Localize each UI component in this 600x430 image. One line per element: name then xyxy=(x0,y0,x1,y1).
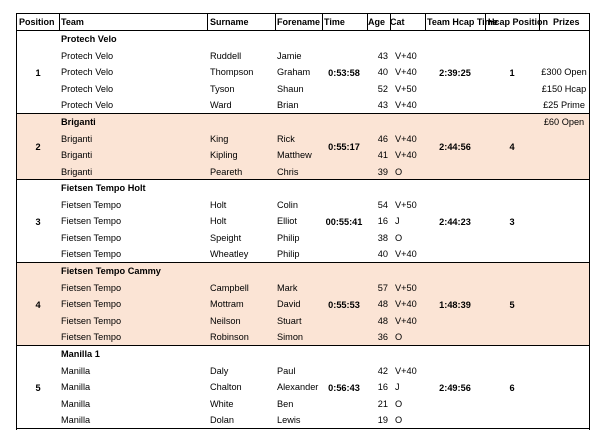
rider-forename: Colin xyxy=(277,199,298,210)
rider-surname: Holt xyxy=(210,199,227,210)
rider-cat: J xyxy=(395,382,400,393)
rider-surname: Campbell xyxy=(210,282,249,293)
team-group xyxy=(17,31,589,114)
rider-forename: Rick xyxy=(277,133,295,144)
rider-cat: O xyxy=(395,415,403,426)
prize: £150 Hcap xyxy=(541,83,587,94)
rider-team: Fietsen Tempo xyxy=(61,315,122,326)
rider-team: Protech Velo xyxy=(61,50,114,61)
rider-surname: Daly xyxy=(210,365,229,376)
team-group xyxy=(17,263,589,346)
team-time: 0:55:53 xyxy=(328,299,360,310)
rider-age: 41 xyxy=(377,150,388,161)
rider-team: Briganti xyxy=(61,133,93,144)
rider-age: 19 xyxy=(377,415,388,426)
team-time: 0:53:58 xyxy=(328,67,360,78)
rider-forename: Mark xyxy=(277,282,298,293)
rider-surname: Chalton xyxy=(210,382,242,393)
position: 1 xyxy=(35,67,41,78)
rider-forename: Graham xyxy=(277,67,311,78)
rider-cat: J xyxy=(395,216,400,227)
column-divider xyxy=(322,14,323,31)
rider-surname: Dolan xyxy=(210,415,235,426)
rider-cat: V+40 xyxy=(395,315,417,326)
rider-age: 43 xyxy=(377,100,388,111)
rider-forename: Matthew xyxy=(277,150,312,161)
rider-surname: Kipling xyxy=(210,150,238,161)
rider-team: Fietsen Tempo xyxy=(61,249,122,260)
rider-forename: Shaun xyxy=(277,83,304,94)
column-divider xyxy=(485,14,486,31)
rider-cat: O xyxy=(395,332,403,343)
column-divider xyxy=(59,14,60,31)
rider-forename: Philip xyxy=(277,249,300,260)
rider-age: 42 xyxy=(377,365,388,376)
rider-cat: V+40 xyxy=(395,150,417,161)
rider-surname: White xyxy=(210,398,234,409)
column-divider xyxy=(539,14,540,31)
position: 4 xyxy=(35,299,41,310)
rider-surname: Robinson xyxy=(210,332,249,343)
rider-forename: Jamie xyxy=(277,50,302,61)
table-header xyxy=(17,14,589,31)
header-hcap-position: Hcap Position xyxy=(488,17,549,27)
column-divider xyxy=(367,14,368,31)
rider-age: 36 xyxy=(377,332,388,343)
team-name: Fietsen Tempo Holt xyxy=(61,183,146,193)
header-surname: Surname xyxy=(210,17,249,27)
rider-age: 16 xyxy=(377,216,388,227)
rider-team: Fietsen Tempo xyxy=(61,282,122,293)
rider-age: 48 xyxy=(377,299,388,310)
hcap-position: 5 xyxy=(509,299,515,310)
team-time: 00:55:41 xyxy=(325,216,363,227)
team-group xyxy=(17,180,589,263)
rider-team: Fietsen Tempo xyxy=(61,216,122,227)
rider-age: 48 xyxy=(377,315,388,326)
rider-surname: Peareth xyxy=(210,166,243,177)
rider-team: Manilla xyxy=(61,365,91,376)
rider-forename: Alexander xyxy=(277,382,319,393)
rider-age: 21 xyxy=(377,398,388,409)
column-divider xyxy=(425,14,426,31)
rider-cat: V+40 xyxy=(395,133,417,144)
rider-forename: Stuart xyxy=(277,315,302,326)
rider-age: 39 xyxy=(377,166,388,177)
prize: £60 Open xyxy=(543,117,585,127)
rider-age: 38 xyxy=(377,232,388,243)
team-time: 0:56:43 xyxy=(328,382,360,393)
header-prizes: Prizes xyxy=(553,17,580,27)
rider-surname: Tyson xyxy=(210,83,235,94)
rider-forename: Chris xyxy=(277,166,299,177)
rider-cat: V+40 xyxy=(395,299,417,310)
header-cat: Cat xyxy=(390,17,405,27)
rider-surname: Thompson xyxy=(210,67,254,78)
team-name: Fietsen Tempo Cammy xyxy=(61,266,161,276)
rider-team: Manilla xyxy=(61,415,91,426)
rider-cat: V+50 xyxy=(395,282,417,293)
rider-cat: V+50 xyxy=(395,199,417,210)
rider-forename: Brian xyxy=(277,100,299,111)
rider-age: 16 xyxy=(377,382,388,393)
rider-cat: O xyxy=(395,398,403,409)
team-hcap-time: 1:48:39 xyxy=(439,299,471,310)
header-age: Age xyxy=(368,17,386,27)
rider-cat: V+40 xyxy=(395,249,417,260)
rider-age: 54 xyxy=(377,199,388,210)
rider-forename: Ben xyxy=(277,398,294,409)
rider-surname: Ruddell xyxy=(210,50,242,61)
hcap-position: 3 xyxy=(509,216,515,227)
column-divider xyxy=(390,14,391,31)
rider-surname: Speight xyxy=(210,232,242,243)
team-hcap-time: 2:39:25 xyxy=(439,67,471,78)
rider-forename: Lewis xyxy=(277,415,301,426)
rider-team: Protech Velo xyxy=(61,83,114,94)
prize: £300 Open xyxy=(541,67,587,78)
header-time: Time xyxy=(324,17,345,27)
position: 5 xyxy=(35,382,41,393)
position: 3 xyxy=(35,216,41,227)
rider-age: 43 xyxy=(377,50,388,61)
rider-team: Fietsen Tempo xyxy=(61,232,122,243)
rider-cat: V+40 xyxy=(395,67,417,78)
rider-age: 40 xyxy=(377,67,388,78)
rider-forename: Simon xyxy=(277,332,304,343)
header-position: Position xyxy=(19,17,55,27)
header-team: Team xyxy=(61,17,84,27)
rider-cat: V+50 xyxy=(395,83,417,94)
header-team-hcap-time: Team Hcap Time xyxy=(427,17,498,27)
rider-age: 40 xyxy=(377,249,388,260)
rider-team: Briganti xyxy=(61,166,93,177)
rider-team: Protech Velo xyxy=(61,100,114,111)
rider-age: 57 xyxy=(377,282,388,293)
team-time: 0:55:17 xyxy=(328,142,360,152)
column-divider xyxy=(275,14,276,31)
rider-age: 46 xyxy=(377,133,388,144)
prize: £25 Prime xyxy=(543,100,585,111)
rider-team: Briganti xyxy=(61,150,93,161)
rider-forename: Paul xyxy=(277,365,296,376)
rider-cat: V+40 xyxy=(395,365,417,376)
rider-surname: Neilson xyxy=(210,315,241,326)
team-hcap-time: 2:44:23 xyxy=(439,216,471,227)
team-group xyxy=(17,114,589,180)
hcap-position: 1 xyxy=(509,67,515,78)
rider-cat: O xyxy=(395,232,403,243)
rider-team: Manilla xyxy=(61,382,91,393)
rider-surname: Wheatley xyxy=(210,249,249,260)
results-table xyxy=(16,13,590,430)
rider-team: Fietsen Tempo xyxy=(61,199,122,210)
team-name: Briganti xyxy=(61,117,96,127)
rider-surname: Mottram xyxy=(210,299,244,310)
team-hcap-time: 2:44:56 xyxy=(439,142,471,152)
rider-surname: Ward xyxy=(210,100,232,111)
column-divider xyxy=(207,14,208,31)
rider-cat: V+40 xyxy=(395,100,417,111)
rider-surname: Holt xyxy=(210,216,227,227)
position: 2 xyxy=(35,142,41,152)
team-name: Protech Velo xyxy=(61,34,117,44)
rider-forename: Elliot xyxy=(277,216,297,227)
rider-team: Manilla xyxy=(61,398,91,409)
rider-forename: Philip xyxy=(277,232,300,243)
rider-team: Fietsen Tempo xyxy=(61,332,122,343)
rider-team: Fietsen Tempo xyxy=(61,299,122,310)
team-group xyxy=(17,346,589,429)
rider-team: Protech Velo xyxy=(61,67,114,78)
rider-age: 52 xyxy=(377,83,388,94)
rider-cat: V+40 xyxy=(395,50,417,61)
rider-cat: O xyxy=(395,166,403,177)
header-forename: Forename xyxy=(277,17,321,27)
hcap-position: 6 xyxy=(509,382,515,393)
rider-surname: King xyxy=(210,133,229,144)
team-name: Manilla 1 xyxy=(61,349,100,359)
rider-forename: David xyxy=(277,299,301,310)
hcap-position: 4 xyxy=(509,142,515,152)
team-hcap-time: 2:49:56 xyxy=(439,382,471,393)
